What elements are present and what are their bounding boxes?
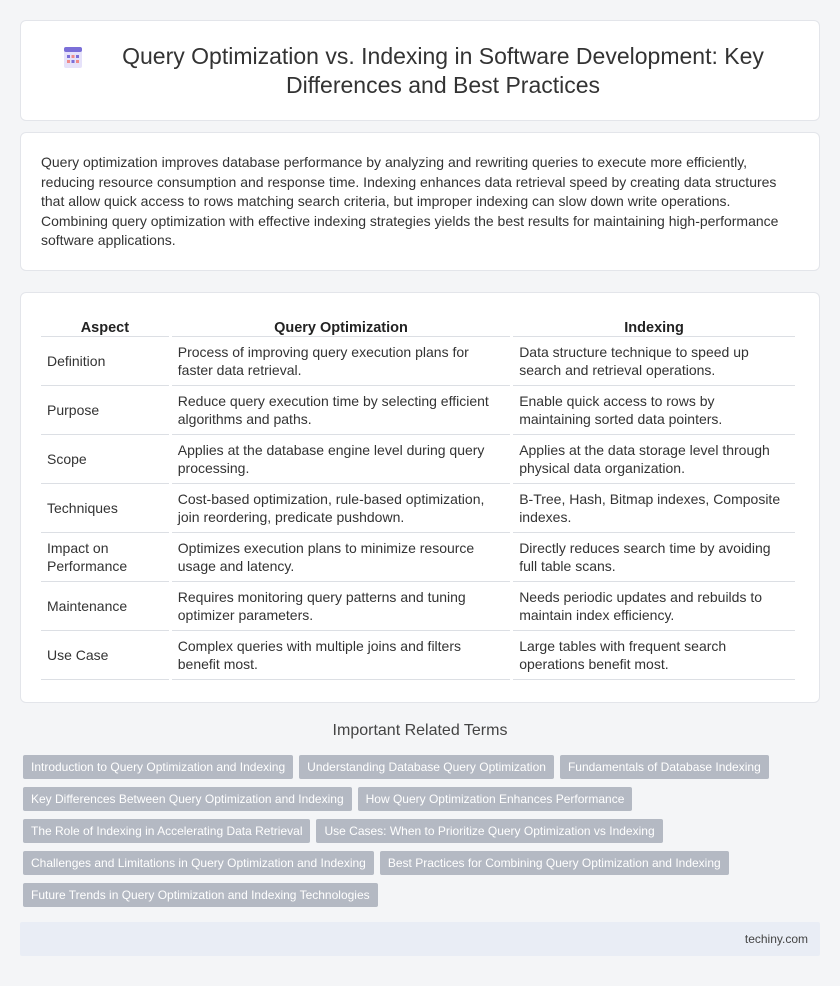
aspect-cell: Use Case <box>41 631 169 680</box>
comparison-table-card <box>20 292 820 703</box>
intro-paragraph: Query optimization improves database performance by analyzing and rewriting queries to execute more efficiently, reducing resource consumption and response time. Indexing enhances data retrieval speed by creating data structures that allow quick access to rows matching search criteria, but improper indexing can slow down write operations. Combining query optimization with effective indexing strategies yields the best results for maintaining high-performance software applications. <box>41 154 779 248</box>
related-term-tag[interactable]: Use Cases: When to Prioritize Query Optimization vs Indexing <box>316 819 662 843</box>
aspect-cell: Scope <box>41 435 169 484</box>
aspect-cell: Purpose <box>41 386 169 435</box>
related-term-tag[interactable]: The Role of Indexing in Accelerating Data Retrieval <box>23 819 310 843</box>
query-optimization-cell: Reduce query execution time by selecting efficient algorithms and paths. <box>172 386 510 435</box>
query-optimization-cell: Applies at the database engine level during query processing. <box>172 435 510 484</box>
aspect-cell: Definition <box>41 337 169 386</box>
indexing-cell: Data structure technique to speed up search and retrieval operations. <box>513 337 795 386</box>
query-optimization-cell: Optimizes execution plans to minimize resource usage and latency. <box>172 533 510 582</box>
column-header-indexing: Indexing <box>513 313 795 337</box>
indexing-cell: Applies at the data storage level through physical data organization. <box>513 435 795 484</box>
table-row <box>41 435 795 484</box>
column-header-query-optimization: Query Optimization <box>172 313 510 337</box>
footer <box>20 922 820 956</box>
related-term-tag[interactable]: How Query Optimization Enhances Performance <box>358 787 633 811</box>
related-term-tag[interactable]: Introduction to Query Optimization and Indexing <box>23 755 293 779</box>
query-optimization-cell: Cost-based optimization, rule-based optimization, join reordering, predicate pushdown. <box>172 484 510 533</box>
related-term-tag[interactable]: Understanding Database Query Optimization <box>299 755 554 779</box>
indexing-cell: B-Tree, Hash, Bitmap indexes, Composite indexes. <box>513 484 795 533</box>
table-row <box>41 337 795 386</box>
intro-card <box>20 132 820 271</box>
aspect-cell: Impact on Performance <box>41 533 169 582</box>
related-term-tag[interactable]: Fundamentals of Database Indexing <box>560 755 769 779</box>
query-optimization-cell: Process of improving query execution plans for faster data retrieval. <box>172 337 510 386</box>
table-row <box>41 386 795 435</box>
related-term-tag[interactable]: Best Practices for Combining Query Optimization and Indexing <box>380 851 729 875</box>
aspect-cell: Maintenance <box>41 582 169 631</box>
related-term-tag[interactable]: Challenges and Limitations in Query Optimization and Indexing <box>23 851 374 875</box>
table-header-row <box>41 313 795 337</box>
column-header-aspect: Aspect <box>41 313 169 337</box>
table-row <box>41 533 795 582</box>
header-card <box>20 20 820 121</box>
aspect-cell: Techniques <box>41 484 169 533</box>
indexing-cell: Large tables with frequent search operations benefit most. <box>513 631 795 680</box>
query-optimization-cell: Requires monitoring query patterns and tuning optimizer parameters. <box>172 582 510 631</box>
related-terms-list <box>23 755 813 907</box>
related-terms-title: Important Related Terms <box>332 722 508 739</box>
query-optimization-cell: Complex queries with multiple joins and filters benefit most. <box>172 631 510 680</box>
indexing-cell: Needs periodic updates and rebuilds to maintain index efficiency. <box>513 582 795 631</box>
footer-brand-link[interactable]: techiny.com <box>744 932 808 946</box>
table-row <box>41 582 795 631</box>
table-row <box>41 484 795 533</box>
document-icon <box>61 45 85 69</box>
table-row <box>41 631 795 680</box>
page-title: Query Optimization vs. Indexing in Software Development: Key Differences and Best Practices <box>122 42 764 98</box>
related-term-tag[interactable]: Future Trends in Query Optimization and Indexing Technologies <box>23 883 378 907</box>
indexing-cell: Directly reduces search time by avoiding full table scans. <box>513 533 795 582</box>
comparison-table <box>38 313 798 680</box>
indexing-cell: Enable quick access to rows by maintaining sorted data pointers. <box>513 386 795 435</box>
related-term-tag[interactable]: Key Differences Between Query Optimization and Indexing <box>23 787 352 811</box>
